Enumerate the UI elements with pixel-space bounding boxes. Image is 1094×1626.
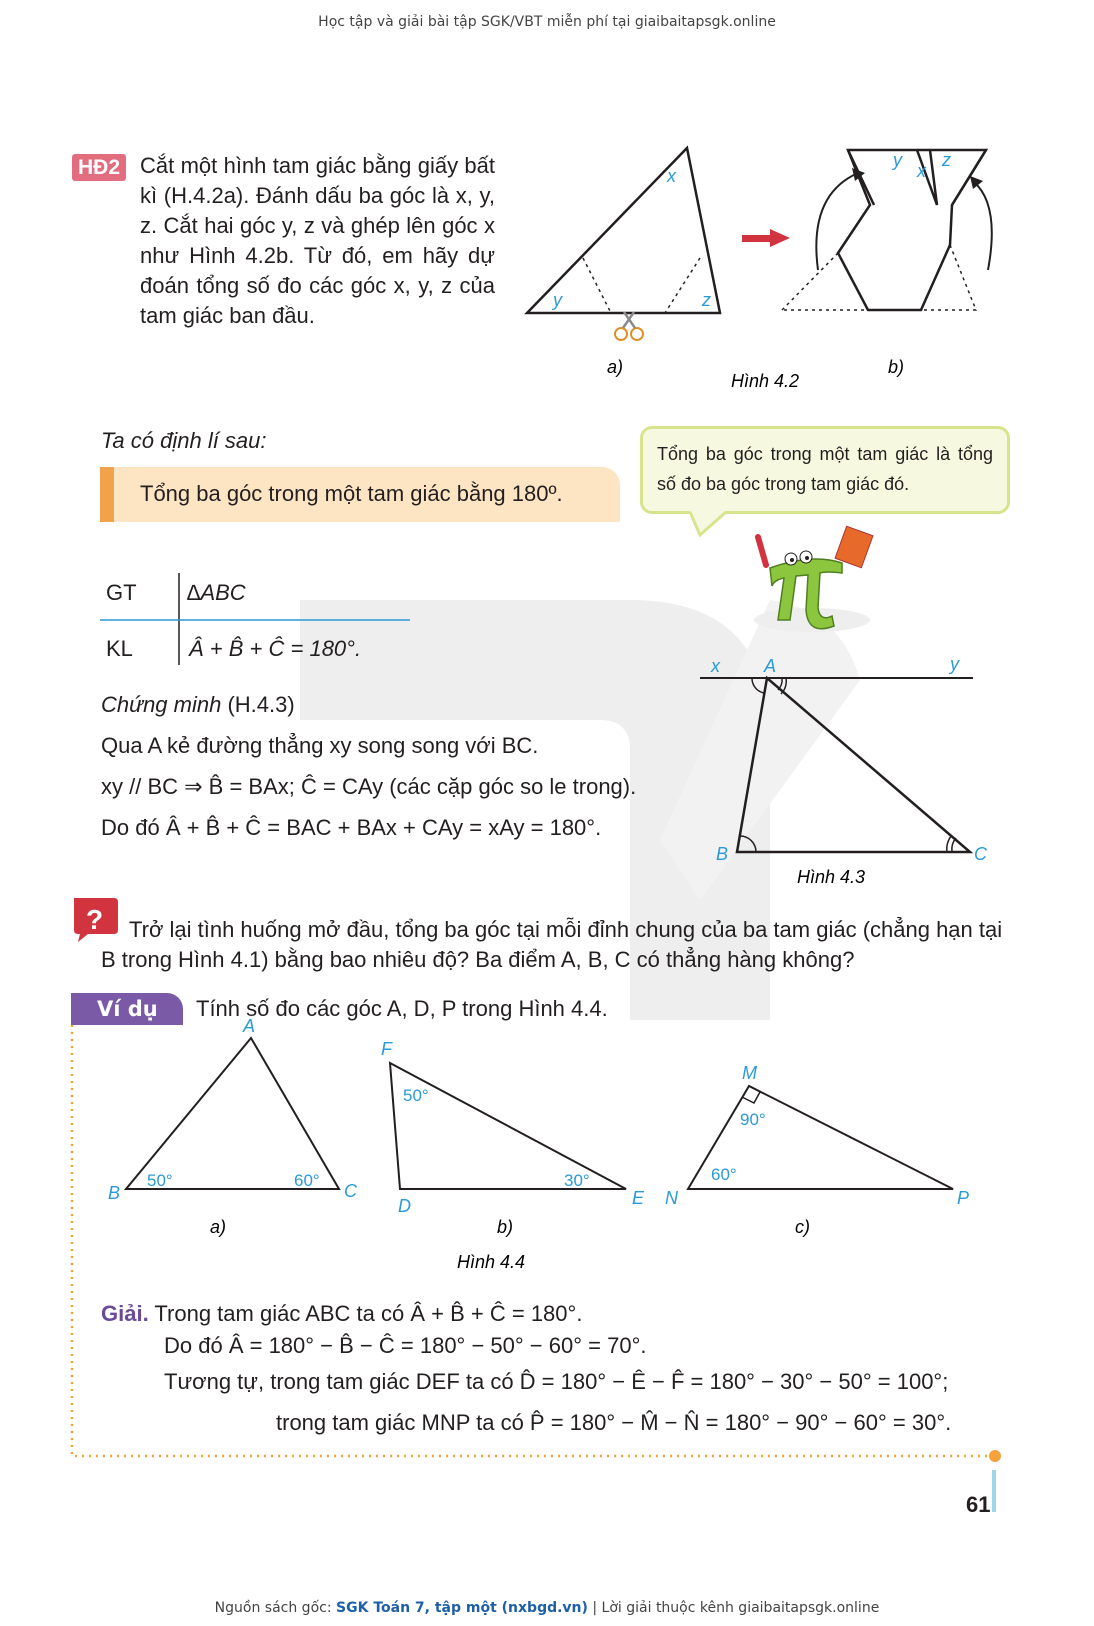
fig42b-y: y bbox=[893, 150, 902, 170]
fig44a-C: C bbox=[344, 1181, 357, 1201]
proof-line-3: Do đó Â + B̂ + Ĉ = BAC + BAx + CAy = xAy = 180°. bbox=[101, 815, 602, 840]
proof-heading bbox=[101, 692, 295, 718]
hd2-text: Cắt một hình tam giác bằng giấy bất kì (H.4.2a). Đánh dấu ba góc là x, y, z. Cắt hai góc y, z và ghép lên góc x như Hình 4.2b. Từ đó, em hãy dự đoán tổng số đo các góc x, y, z của tam giác ban đầu. bbox=[140, 153, 495, 328]
fig44c-N: N bbox=[665, 1188, 678, 1208]
fig44a-angle-B: 50° bbox=[147, 1171, 173, 1190]
solution-line-1 bbox=[101, 1301, 582, 1327]
fig43-y: y bbox=[950, 654, 959, 674]
footer-prefix: Nguồn sách gốc: bbox=[214, 1600, 337, 1616]
fig42b-x: x bbox=[917, 161, 926, 181]
figure-4-3 bbox=[700, 654, 988, 887]
solution-line-4: trong tam giác MNP ta có P̂ = 180° − M̂ − N̂ = 180° − 90° − 60° = 30°. bbox=[276, 1410, 952, 1435]
speech-bubble: Tổng ba góc trong một tam giác là tổng số đo ba góc trong tam giác đó. bbox=[640, 426, 1010, 514]
fig44a-angle-C: 60° bbox=[294, 1171, 320, 1190]
fig42a-y: y bbox=[553, 290, 562, 310]
fig44a-B: B bbox=[108, 1183, 121, 1203]
fig44-sub-c: c) bbox=[795, 1217, 810, 1237]
fig44c-P: P bbox=[957, 1188, 970, 1208]
fig42a-x: x bbox=[667, 166, 676, 186]
fig44c-M: M bbox=[742, 1063, 757, 1083]
gt-value: ∆ABC bbox=[187, 580, 246, 605]
kl-value: Â + B̂ + Ĉ = 180°. bbox=[189, 636, 362, 661]
vidu-text: Tính số đo các góc A, D, P trong Hình 4.4. bbox=[196, 996, 608, 1021]
pi-mascot-icon bbox=[754, 526, 873, 632]
fig44b-E: E bbox=[632, 1188, 645, 1208]
fig44b-F: F bbox=[381, 1039, 392, 1059]
solution-label: Giải. bbox=[101, 1301, 149, 1326]
proof-line-1: Qua A kẻ đường thẳng xy song song với BC. bbox=[101, 733, 539, 758]
kl-label: KL bbox=[106, 636, 133, 661]
solution-line-1-text: Trong tam giác ABC ta có Â + B̂ + Ĉ = 180°. bbox=[148, 1301, 583, 1326]
fig42-sub-b: b) bbox=[888, 357, 905, 377]
solution-line-2: Do đó Â = 180° − B̂ − Ĉ = 180° − 50° − 60° = 70°. bbox=[164, 1333, 647, 1358]
fig43-caption: Hình 4.3 bbox=[797, 867, 866, 887]
question-text: Trở lại tình huống mở đầu, tổng ba góc tại mỗi đỉnh chung của ba tam giác (chẳng hạn tại B trong Hình 4.1) bằng bao nhiêu độ? Ba điểm A, B, C có thẳng hàng không? bbox=[101, 917, 1003, 972]
fig44b-D: D bbox=[398, 1196, 411, 1216]
fig44c-angle-N: 60° bbox=[711, 1165, 737, 1184]
gt-label: GT bbox=[106, 580, 137, 605]
footer-suffix: | Lời giải thuộc kênh giaibaitapsgk.online bbox=[587, 1600, 880, 1616]
header-note: Học tập và giải bài tập SGK/VBT miễn phí tại giaibaitapsgk.online bbox=[318, 14, 776, 30]
fig43-b: B bbox=[716, 844, 729, 864]
fig43-c: C bbox=[974, 844, 987, 864]
figure-4-2b bbox=[782, 150, 992, 377]
figure-4-2a bbox=[527, 148, 720, 377]
fig44-sub-b: b) bbox=[497, 1217, 514, 1237]
footer-note bbox=[0, 1600, 1094, 1616]
fig42b-z: z bbox=[942, 150, 951, 170]
fig42-caption: Hình 4.2 bbox=[731, 371, 800, 391]
theorem-intro: Ta có định lí sau: bbox=[101, 428, 267, 453]
red-arrow-icon bbox=[742, 229, 790, 247]
fig44a-A: A bbox=[243, 1016, 256, 1036]
fig44b-angle-E: 30° bbox=[564, 1171, 590, 1190]
speech-bubble-tail bbox=[690, 511, 730, 539]
vidu-frame-end-dot bbox=[989, 1450, 1001, 1462]
footer-source-link[interactable]: SGK Toán 7, tập một (nxbgd.vn) bbox=[336, 1600, 588, 1616]
proof-ref: (H.4.3) bbox=[221, 692, 295, 717]
fig42a-z: z bbox=[702, 290, 711, 310]
fig44-sub-a: a) bbox=[210, 1217, 227, 1237]
solution-line-3: Tương tự, trong tam giác DEF ta có D̂ = 180° − Ê − F̂ = 180° − 30° − 50° = 100°; bbox=[164, 1369, 949, 1394]
fig42-sub-a: a) bbox=[607, 357, 624, 377]
theorem-statement: Tổng ba góc trong một tam giác bằng 180º. bbox=[140, 481, 563, 506]
proof-title: Chứng minh bbox=[101, 692, 222, 717]
vidu-badge: Ví dụ bbox=[71, 993, 183, 1025]
proof-line-2: xy // BC ⇒ B̂ = BAx; Ĉ = CAy (các cặp góc so le trong). bbox=[101, 774, 637, 799]
hd2-badge: HĐ2 bbox=[72, 154, 126, 181]
scissors-icon bbox=[615, 312, 643, 340]
fig44-caption: Hình 4.4 bbox=[457, 1252, 526, 1272]
fig43-x: x bbox=[711, 656, 720, 676]
svg-text:?: ? bbox=[86, 904, 104, 935]
page-number: 61 bbox=[966, 1492, 991, 1517]
fig43-a: A bbox=[764, 656, 777, 676]
figure-4-4c bbox=[665, 1063, 969, 1237]
fig44c-angle-M: 90° bbox=[740, 1110, 766, 1129]
fig44b-angle-F: 50° bbox=[403, 1086, 429, 1105]
page-number-bar bbox=[992, 1470, 996, 1512]
figure-4-4b bbox=[381, 1039, 645, 1237]
figure-4-4a bbox=[108, 1016, 358, 1237]
